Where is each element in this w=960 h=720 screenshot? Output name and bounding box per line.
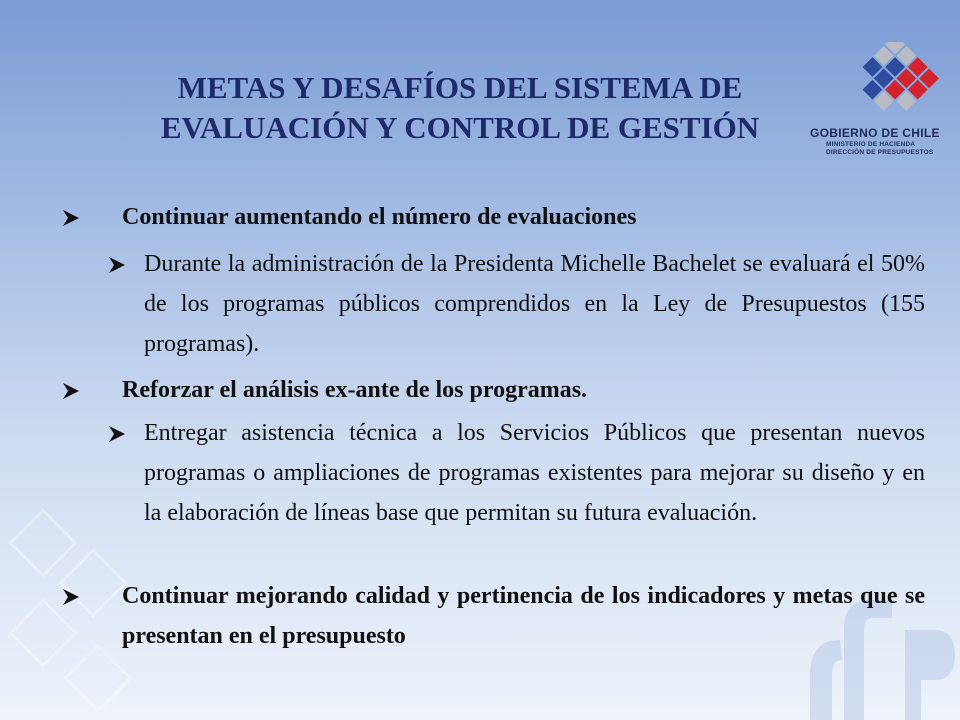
gobierno-de-chile-logo bbox=[800, 42, 950, 167]
bullet-text: Entregar asistencia técnica a los Servicios Públicos que presentan nuevos programas o ampliaciones de programas existentes para mejorar su diseño y en la elaboración de líneas base que permitan su futura evaluación. bbox=[144, 420, 925, 526]
bullet-text: Continuar mejorando calidad y pertinencia de los indicadores y metas que se presentan en el presupuesto bbox=[122, 583, 925, 649]
logo-text-direccion: DIRECCIÓN DE PRESUPUESTOS bbox=[826, 149, 934, 156]
bullet-text: Reforzar el análisis ex-ante de los programas. bbox=[122, 377, 588, 403]
arrow-bullet-icon bbox=[106, 423, 128, 445]
slide-title bbox=[110, 68, 810, 148]
logo-text-gobierno: GOBIERNO DE CHILE bbox=[810, 126, 940, 140]
arrow-bullet-icon bbox=[60, 380, 82, 402]
logo-text-ministerio: MINISTERIO DE HACIENDA bbox=[826, 141, 916, 148]
arrow-bullet-icon bbox=[60, 586, 82, 608]
slide-title-line-2: EVALUACIÓN Y CONTROL DE GESTIÓN bbox=[160, 110, 760, 145]
bullet-level1-ex-ante bbox=[60, 370, 925, 410]
bullet-level1-evaluaciones bbox=[60, 197, 925, 237]
bullet-level2-asistencia bbox=[104, 413, 925, 533]
bullet-text: Continuar aumentando el número de evaluaciones bbox=[122, 204, 637, 230]
logo-mosaic-icon bbox=[800, 42, 950, 127]
bullet-level1-indicadores bbox=[60, 576, 925, 656]
arrow-bullet-icon bbox=[60, 207, 82, 229]
bullet-text: Durante la administración de la Presidenta Michelle Bachelet se evaluará el 50% de los programas públicos comprendidos en la Ley de Presupuestos (155 programas). bbox=[144, 251, 925, 357]
bullet-level2-bachelet bbox=[104, 244, 925, 364]
slide-title-line-1: METAS Y DESAFÍOS DEL SISTEMA DE bbox=[177, 70, 743, 105]
arrow-bullet-icon bbox=[106, 254, 128, 276]
